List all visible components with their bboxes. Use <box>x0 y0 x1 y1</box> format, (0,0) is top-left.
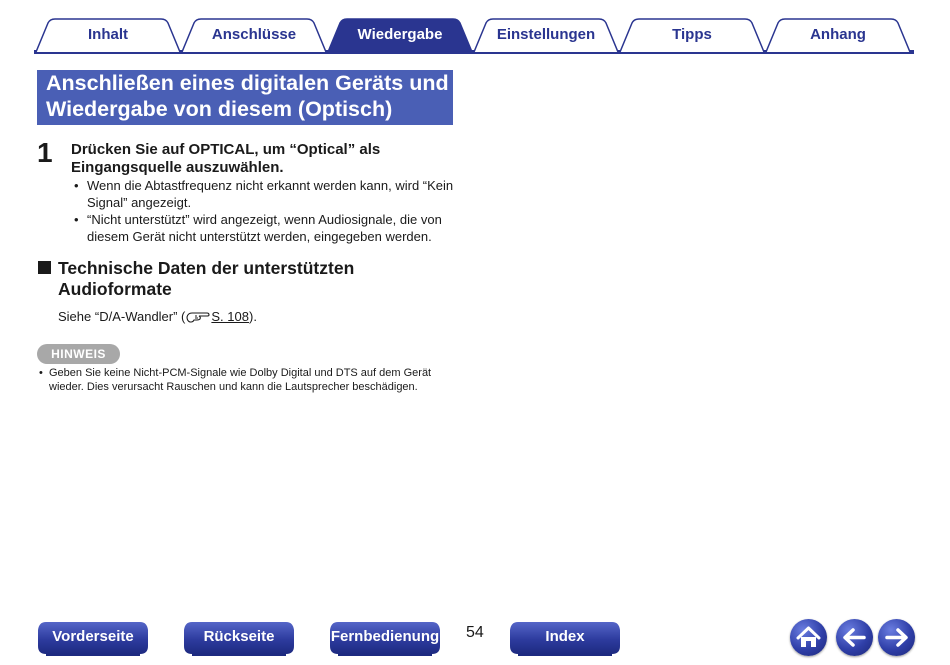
list-item <box>71 212 461 245</box>
top-tab-bar <box>34 18 914 54</box>
tab-anschluesse[interactable] <box>180 18 328 50</box>
tab-label: Inhalt <box>88 25 128 43</box>
remote-control-label: Fernbedienung <box>330 628 440 645</box>
back-button[interactable] <box>836 619 873 656</box>
bullet-line: • Wenn die Abtastfrequenz nicht erkannt werden kann, wird “Kein <box>87 178 454 193</box>
bullet-line: • “Nicht unterstützt” wird angezeigt, wenn Audiosignale, die von <box>87 212 442 227</box>
rear-panel-label: Rückseite <box>203 628 275 645</box>
index-label: Index <box>545 628 585 645</box>
arrow-right-icon <box>878 619 915 656</box>
home-button[interactable] <box>790 619 827 656</box>
page-number: 54 <box>466 624 484 641</box>
cross-reference-suffix: ). <box>248 309 257 324</box>
tab-wiedergabe[interactable] <box>326 18 474 50</box>
step-title-line-2: Eingangsquelle auszuwählen. <box>71 159 284 176</box>
rear-panel-button[interactable] <box>184 620 294 656</box>
tab-label: Anhang <box>810 25 866 43</box>
tab-label: Anschlüsse <box>211 25 297 43</box>
note-line-2: wieder. Dies verursacht Rauschen und kann die Lautsprecher beschädigen. <box>49 381 418 393</box>
tab-label: Tipps <box>672 25 712 43</box>
tab-label: Wiedergabe <box>357 25 443 43</box>
section-title <box>37 70 453 125</box>
bullet-line: diesem Gerät nicht unterstützt werden, eingegeben werden. <box>87 228 432 244</box>
cross-reference <box>58 309 257 327</box>
tab-inhalt[interactable] <box>34 18 182 50</box>
step-bullet-list <box>71 178 461 246</box>
step-number: 1 <box>37 137 53 168</box>
index-button[interactable] <box>510 620 620 656</box>
subsection-title-line-1: Technische Daten der unterstützten <box>58 258 355 278</box>
subsection-title <box>58 258 418 300</box>
note-text <box>37 366 457 394</box>
note-line-1: Geben Sie keine Nicht-PCM-Signale wie Dolby Digital und DTS auf dem Gerät <box>49 367 432 379</box>
tab-anhang[interactable] <box>764 18 912 50</box>
bullet-icon: • <box>39 367 43 379</box>
front-panel-button[interactable] <box>38 620 148 656</box>
tab-label: Einstellungen <box>496 25 596 43</box>
pointing-hand-icon <box>186 310 210 327</box>
home-icon <box>790 619 827 656</box>
step-title-line-1: Drücken Sie auf OPTICAL, um “Optical” als <box>71 141 381 158</box>
forward-button[interactable] <box>878 619 915 656</box>
page-link[interactable]: S. 108 <box>211 309 249 324</box>
section-title-line-2: Wiedergabe von diesem (Optisch) <box>46 96 393 121</box>
list-item <box>71 178 461 211</box>
square-bullet-icon <box>38 261 51 274</box>
arrow-left-icon <box>836 619 873 656</box>
tab-tipps[interactable] <box>618 18 766 50</box>
section-title-line-1: Anschließen eines digitalen Geräts und <box>46 71 449 95</box>
note-badge: HINWEIS <box>37 344 120 364</box>
remote-control-button[interactable] <box>330 620 440 656</box>
cross-reference-text: Siehe “D/A-Wandler” ( <box>58 309 186 324</box>
step-title <box>71 141 431 177</box>
subsection-title-line-2: Audioformate <box>58 279 172 299</box>
tab-einstellungen[interactable] <box>472 18 620 50</box>
bullet-line: Signal” angezeigt. <box>87 194 192 210</box>
front-panel-label: Vorderseite <box>52 628 134 645</box>
